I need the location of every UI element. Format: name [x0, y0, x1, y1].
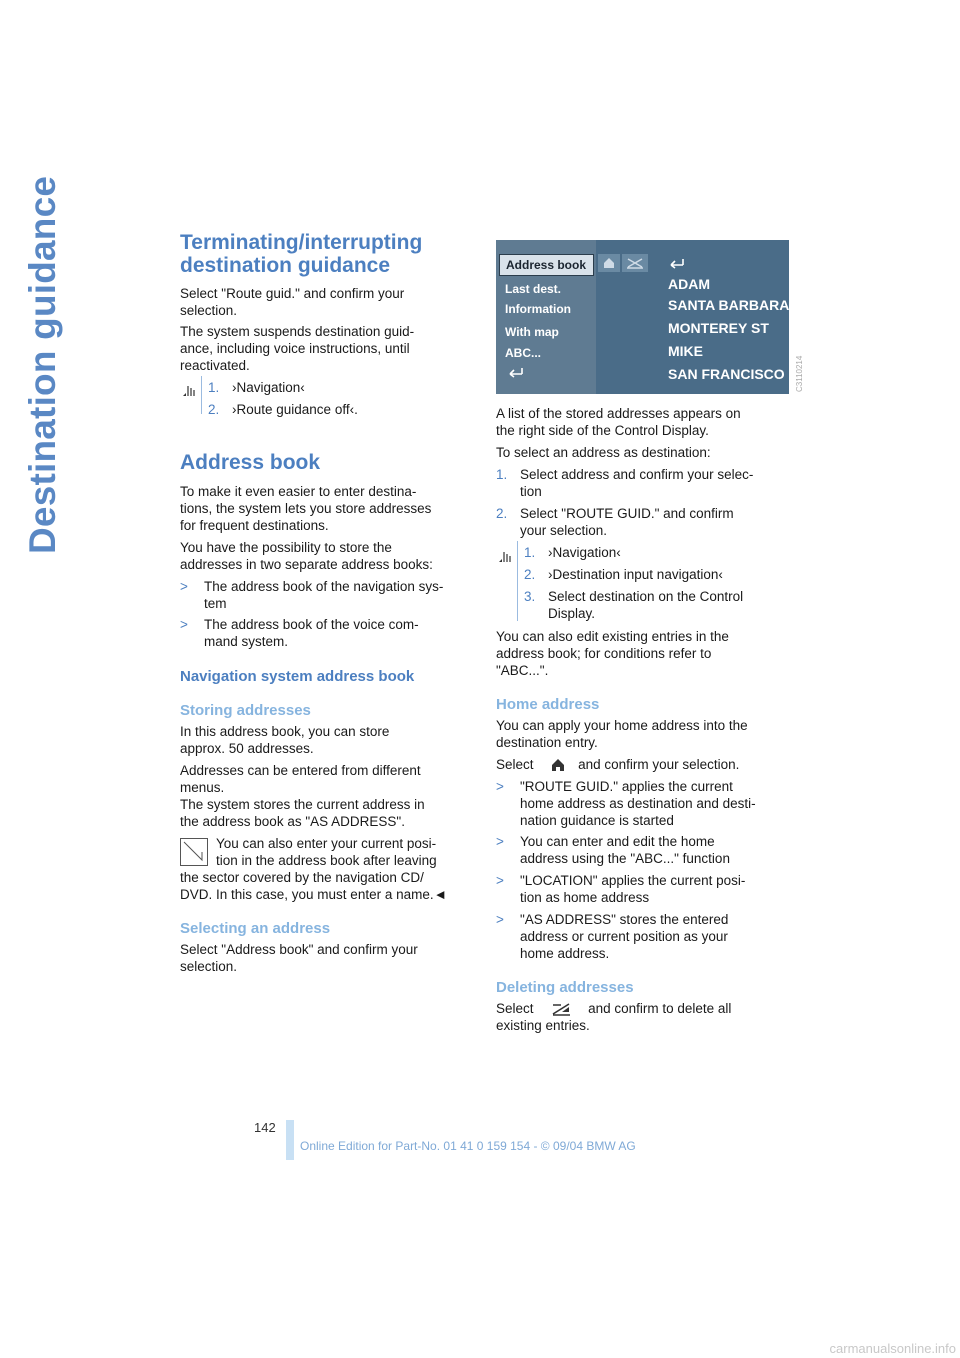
- page-number: 142: [254, 1120, 276, 1135]
- paragraph: You can also edit existing entries in the address book; for conditions refer to "ABC...".: [496, 629, 729, 678]
- subsection-title-home-address: Home address: [496, 696, 600, 713]
- subsection-title-nav-book: Navigation system address book: [180, 668, 415, 685]
- voice-command-icon: [180, 382, 198, 400]
- voice-step: 2. ›Destination input navigation‹: [524, 567, 723, 582]
- paragraph: Addresses can be entered from different menus. The system stores the current address in the address book as "AS ADDRESS".: [180, 763, 425, 829]
- voice-step: 2. ›Route guidance off‹.: [208, 402, 358, 417]
- bullet-item: > "LOCATION" applies the current posi- tion as home address: [496, 873, 746, 905]
- subsection-title-storing: Storing addresses: [180, 702, 311, 719]
- subsection-title-selecting: Selecting an address: [180, 920, 331, 937]
- chapter-title-text: Destination guidance: [22, 175, 63, 554]
- end-mark-icon: ◄: [433, 887, 447, 902]
- text-line: tions, the system lets you store addresses: [180, 501, 432, 516]
- text-line: selection.: [180, 303, 238, 318]
- home-icon: [551, 758, 565, 772]
- voice-command-box: [517, 541, 518, 621]
- paragraph: Select "Address book" and confirm your selection.: [180, 942, 418, 974]
- screen-menu-item-selected: Address book: [499, 254, 594, 276]
- voice-command-icon: [496, 548, 514, 566]
- text-line: To make it even easier to enter destina-: [180, 484, 417, 499]
- screen-menu-item: Last dest.: [505, 282, 562, 296]
- paragraph: You can apply your home address into the destination entry.: [496, 718, 748, 750]
- back-arrow-icon: [508, 366, 524, 378]
- text-line: for frequent destinations.: [180, 518, 329, 533]
- voice-step: 1. ›Navigation‹: [524, 545, 621, 560]
- screen-menu-item: With map: [505, 325, 559, 339]
- screen-address-entry: SAN FRANCISCO: [668, 366, 785, 382]
- paragraph: Select and confirm your selection.: [496, 757, 740, 772]
- bullet-item: > The address book of the navigation sys- tem: [180, 579, 444, 611]
- title-line-2: destination guidance: [180, 254, 391, 277]
- chapter-side-title: [14, 175, 64, 562]
- paragraph: Select and confirm to delete all: [496, 1001, 732, 1016]
- screen-menu-item: Information: [505, 302, 571, 316]
- subsection-title-deleting: Deleting addresses: [496, 979, 634, 996]
- voice-step: 1. ›Navigation‹: [208, 380, 305, 395]
- bullet-item: > The address book of the voice com- mand system.: [180, 617, 419, 649]
- bullet-item: > "AS ADDRESS" stores the entered address or current position as your home address.: [496, 912, 729, 961]
- image-code: C3110214: [795, 355, 804, 392]
- note-text: You can also enter your current posi- tion in the address book after leaving the sector covered by the navigation CD/ DVD. In this case, you must enter a name.◄: [180, 836, 447, 902]
- screen-menu-item: ABC...: [505, 346, 541, 360]
- section-title-address-book: Address book: [180, 451, 321, 474]
- paragraph: A list of the stored addresses appears on the right side of the Control Display.: [496, 406, 741, 438]
- screen-address-entry: MONTEREY ST: [668, 320, 769, 336]
- watermark: carmanualsonline.info: [829, 1341, 956, 1356]
- text-line: ance, including voice instructions, until: [180, 341, 410, 356]
- paragraph: [180, 285, 404, 319]
- back-arrow-icon: [669, 257, 685, 269]
- paragraph: To select an address as destination:: [496, 445, 711, 460]
- screen-address-entry: ADAM: [668, 276, 710, 292]
- control-display-screenshot: [496, 240, 789, 394]
- bullet-item: > "ROUTE GUID." applies the current home address as destination and desti- nation guidance is started: [496, 779, 756, 828]
- voice-command-box: [201, 376, 202, 414]
- paragraph: In this address book, you can store approx. 50 addresses.: [180, 724, 390, 756]
- bullet-item: > You can enter and edit the home address using the "ABC..." function: [496, 834, 730, 866]
- delete-all-icon: [551, 1002, 571, 1016]
- text-line: Select "Route guid." and confirm your: [180, 286, 405, 301]
- paragraph: [180, 539, 433, 573]
- home-icon: [603, 257, 615, 269]
- paragraph: [180, 483, 431, 534]
- numbered-step: 2. Select "ROUTE GUID." and confirm your selection.: [496, 506, 734, 538]
- numbered-step: 1. Select address and confirm your selec- tion: [496, 467, 754, 499]
- screen-address-entry: MIKE: [668, 343, 703, 359]
- text-line: reactivated.: [180, 358, 250, 373]
- text-line: You have the possibility to store the: [180, 540, 392, 555]
- delete-all-icon: [626, 257, 644, 269]
- paragraph: [180, 323, 414, 374]
- title-line-1: Terminating/interrupting: [180, 231, 423, 254]
- section-title-terminating: [180, 231, 422, 277]
- footer-bar: [286, 1120, 294, 1160]
- text-line: addresses in two separate address books:: [180, 557, 433, 572]
- footer-edition: Online Edition for Part-No. 01 41 0 159 154 - © 09/04 BMW AG: [300, 1139, 636, 1153]
- paragraph: existing entries.: [496, 1018, 590, 1033]
- text-line: The system suspends destination guid-: [180, 324, 415, 339]
- screen-address-entry: SANTA BARBARA: [668, 297, 789, 313]
- voice-step: 3. Select destination on the Control Display.: [524, 589, 744, 621]
